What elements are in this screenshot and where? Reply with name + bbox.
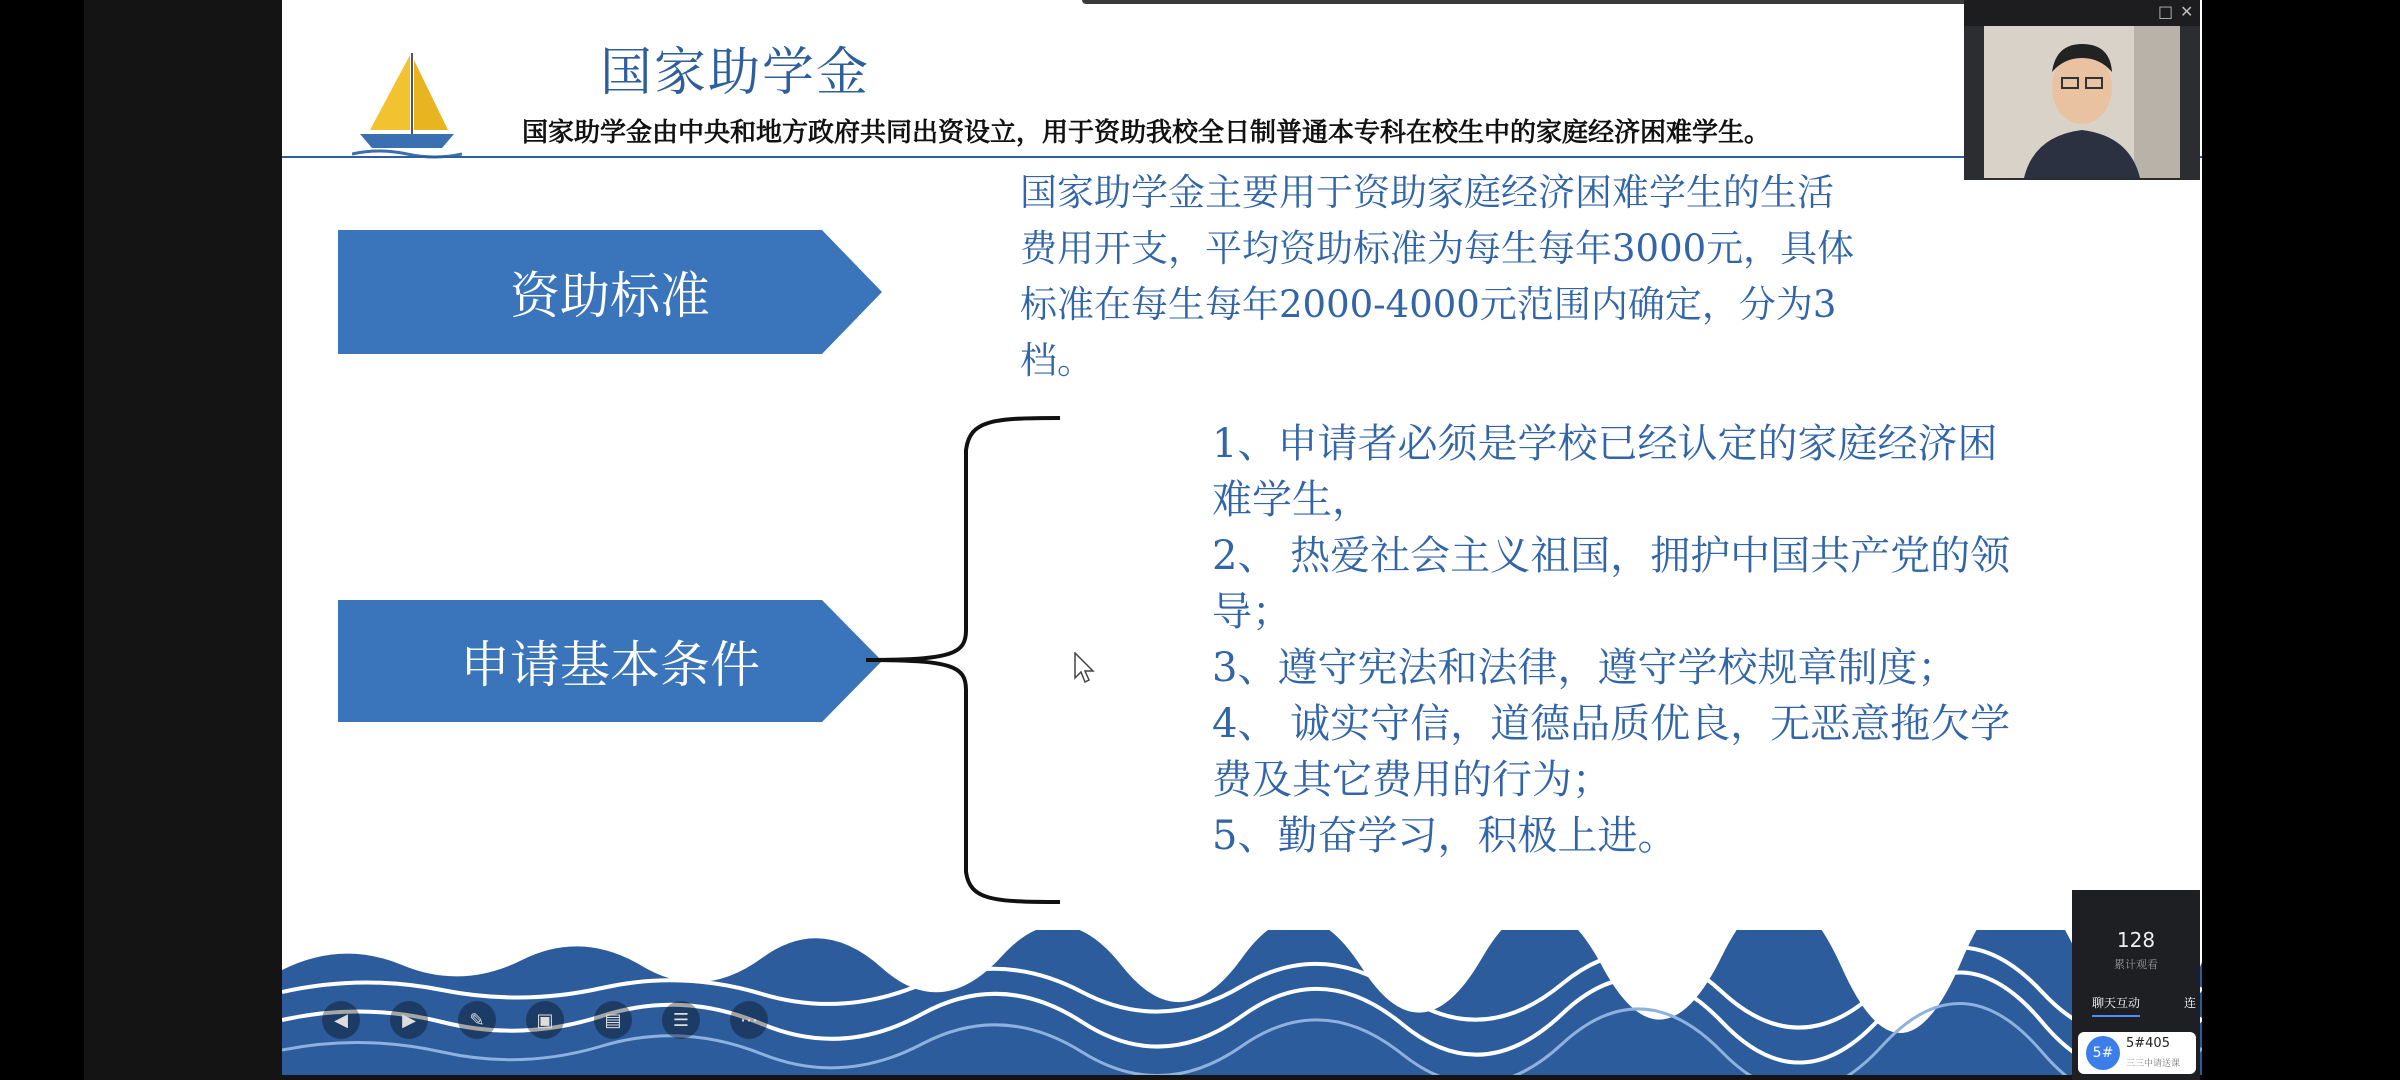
- webcam-titlebar: [1964, 0, 2200, 26]
- screenshot-icon[interactable]: ▣: [526, 1001, 564, 1039]
- close-icon[interactable]: ✕: [2180, 2, 2194, 21]
- comment-icon[interactable]: ☰: [662, 1001, 700, 1039]
- mouse-cursor-icon: [1074, 652, 1096, 684]
- condition-item: 3、遵守宪法和法律，遵守学校规章制度；: [1212, 645, 1958, 691]
- camera-icon[interactable]: ▤: [594, 1001, 632, 1039]
- webcam-feed: [1984, 26, 2180, 178]
- section-label-text: 资助标准: [510, 267, 710, 325]
- presentation-toolbar: [322, 998, 768, 1042]
- tab-chat[interactable]: 聊天互动: [2092, 994, 2140, 1017]
- chat-item-subtitle: 三三中请送课: [2126, 1059, 2181, 1069]
- header-divider: [282, 156, 2202, 158]
- webcam-window[interactable]: [1964, 0, 2200, 180]
- funding-standard-text: 国家助学金主要用于资助家庭经济困难学生的生活费用开支，平均资助标准为每生每年3000元，具体标准在每生每年2000-4000元范围内确定，分为3档。: [1020, 171, 1855, 382]
- tab-other[interactable]: 连: [2184, 996, 2197, 1010]
- viewer-count: 128: [2116, 928, 2156, 952]
- section-label-funding-standard: [338, 230, 882, 354]
- pen-icon[interactable]: ✎: [458, 1001, 496, 1039]
- maximize-icon[interactable]: □: [2158, 2, 2174, 21]
- chat-item-name: 5#405: [2126, 1036, 2170, 1051]
- slide-subtitle: 国家助学金由中央和地方政府共同出资设立，用于资助我校全日制普通本专科在校生中的家庭经济困难学生。: [522, 118, 1771, 148]
- slide: [282, 0, 2202, 1075]
- left-gutter: [0, 0, 84, 1080]
- sailboat-logo-icon: [352, 50, 462, 160]
- section-label-text: 申请基本条件: [460, 636, 760, 694]
- brace-icon: [862, 410, 1082, 910]
- condition-item: 5、勤奋学习，积极上进。: [1212, 813, 1678, 859]
- condition-item: 1、申请者必须是学校已经认定的家庭经济困难学生，: [1212, 421, 1998, 523]
- slide-title: 国家助学金: [600, 44, 871, 102]
- window-top-bar[interactable]: [1082, 0, 1978, 4]
- prev-icon[interactable]: ◀: [322, 1001, 360, 1039]
- avatar: 5#: [2086, 1036, 2120, 1070]
- condition-item: 2、 热爱社会主义祖国，拥护中国共产党的领导；: [1212, 533, 2011, 635]
- condition-item: 4、 诚实守信，道德品质优良，无恶意拖欠学费及其它费用的行为；: [1212, 701, 2011, 803]
- conditions-list: [1212, 416, 2012, 864]
- more-icon[interactable]: ⋯: [730, 1001, 768, 1039]
- section-label-basic-conditions: [338, 600, 882, 722]
- chat-panel: [2072, 890, 2200, 1080]
- next-icon[interactable]: ▶: [390, 1001, 428, 1039]
- viewer-count-label: 累计观看: [2114, 958, 2158, 971]
- chat-list-item[interactable]: [2078, 1032, 2196, 1074]
